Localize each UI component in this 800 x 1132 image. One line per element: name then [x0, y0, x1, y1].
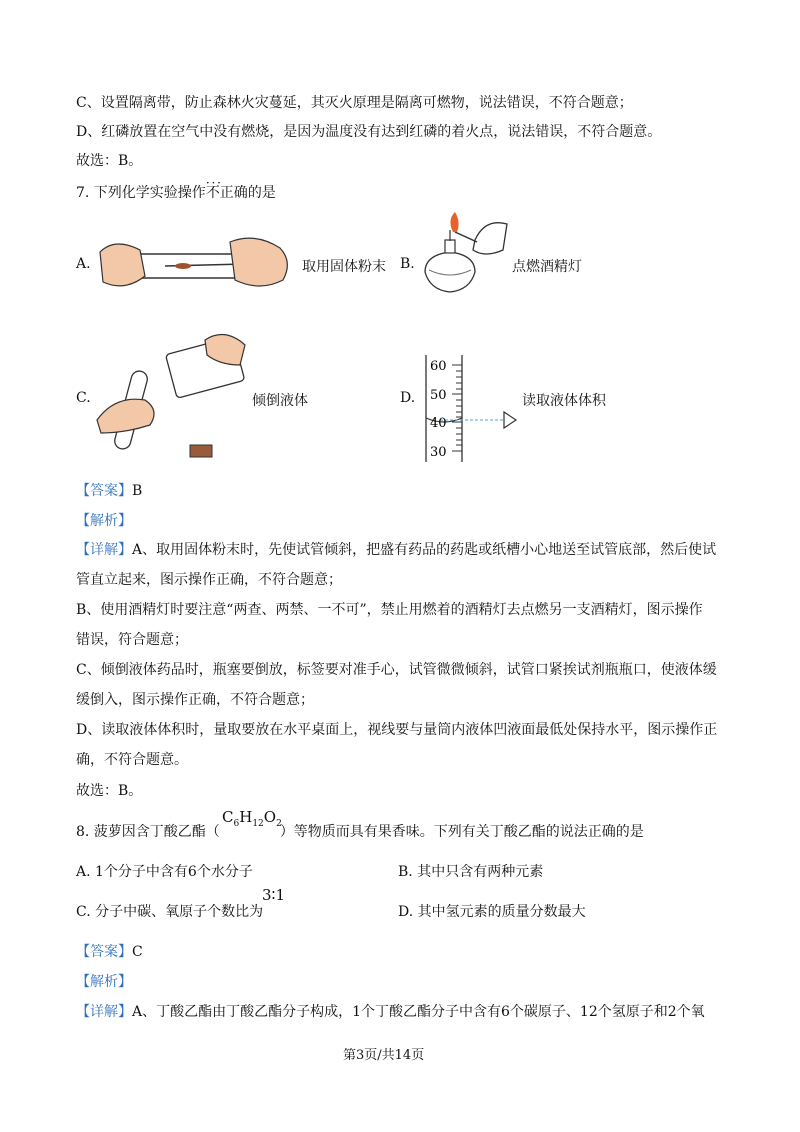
cylinder-tick-label: 30	[430, 445, 447, 460]
q7-detail-a1	[76, 540, 716, 560]
q8-detail-a	[76, 1002, 705, 1022]
q7-option-c-caption: 倾倒液体	[252, 393, 308, 409]
answer-tag: 【答案】	[76, 483, 132, 499]
q7-option-d-caption: 读取液体体积	[522, 393, 606, 409]
q7-detail-d1: D、读取液体体积时，量取要放在水平桌面上，视线要与量筒内液体凹液面最低处保持水平，图示操作正	[76, 722, 718, 738]
q7-detail-c1: C、倾倒液体药品时，瓶塞要倒放，标签要对准手心，试管微微倾斜，试管口紧挨试剂瓶瓶口，使液体缓	[76, 662, 717, 678]
formula-subscript: 2	[276, 819, 282, 829]
q8-answer	[76, 942, 143, 962]
question-8-stem	[76, 822, 644, 842]
q7-option-b-caption: 点燃酒精灯	[512, 259, 582, 275]
answer-tag: 【答案】	[76, 944, 132, 960]
q7-detail-a2: 管直立起来，图示操作正确，不符合题意；	[76, 572, 342, 588]
q7-detail-c2: 缓倒入，图示操作正确，不符合题意；	[76, 692, 314, 708]
detail-tag: 【详解】	[76, 542, 132, 558]
graduated-cylinder-figure	[418, 350, 523, 465]
option-d-text: D、红磷放置在空气中没有燃烧，是因为温度没有达到红磷的着火点，说法错误，不符合题意。	[76, 124, 662, 140]
detail-text: A、丁酸乙酯由丁酸乙酯分子构成，1个丁酸乙酯分子中含有6个碳原子、12个氢原子和2个氧	[132, 1004, 705, 1020]
question-7-emphasis: · · · 不正确	[206, 185, 248, 201]
q7-answer	[76, 481, 142, 501]
formula-element: H	[239, 808, 253, 826]
formula-element: O	[263, 808, 277, 826]
question-7-stem	[76, 183, 276, 203]
q7-detail-b1: B、使用酒精灯时要注意“两查、两禁、一不可”，禁止用燃着的酒精灯去点燃另一支酒精灯，图示操作	[76, 602, 703, 618]
formula-subscript: 6	[233, 819, 240, 829]
question-8-prefix: 8. 菠萝因含丁酸乙酯（	[76, 824, 220, 840]
q7-choose: 故选：B。	[76, 783, 143, 799]
q7-option-a-caption: 取用固体粉末	[302, 259, 386, 275]
answer-choice: 故选：B。	[76, 153, 143, 169]
page-footer: 第3页/共14页	[343, 1048, 425, 1063]
formula-element: C	[222, 808, 234, 826]
q7-detail-d2: 确，不符合题意。	[76, 752, 188, 768]
q7-option-b-label: B.	[400, 256, 415, 272]
cylinder-tick-label: 50	[430, 388, 447, 403]
question-7-prefix: 7. 下列化学实验操作	[76, 185, 206, 201]
powder-sampling-figure	[95, 232, 300, 297]
question-7-suffix: 的是	[247, 185, 276, 201]
pour-liquid-figure	[95, 325, 255, 465]
q7-option-a-label: A.	[76, 256, 91, 272]
answer-value: C	[132, 944, 143, 960]
q7-option-d-label: D.	[400, 390, 416, 406]
ratio-value: 3∶1	[262, 886, 285, 904]
answer-value: B	[132, 483, 143, 499]
q7-option-c-label: C.	[76, 390, 91, 406]
analysis-tag: 【解析】	[76, 513, 132, 529]
q8-option-d: D. 其中氢元素的质量分数最大	[398, 904, 586, 920]
detail-text: A、取用固体粉末时，先使试管倾斜，把盛有药品的药匙或纸槽小心地送至试管底部，然后使试	[132, 542, 717, 558]
question-8-suffix: ）等物质而具有果香味。下列有关丁酸乙酯的说法正确的是	[279, 824, 644, 840]
cylinder-tick-label: 40	[430, 416, 447, 431]
q8-option-a: A. 1个分子中含有6个水分子	[76, 864, 253, 880]
q8-option-b: B. 其中只含有两种元素	[398, 864, 544, 880]
alcohol-lamp-figure	[415, 210, 510, 300]
q8-option-c: C. 分子中碳、氧原子个数比为	[76, 904, 264, 920]
analysis-tag: 【解析】	[76, 974, 132, 990]
formula-subscript: 12	[252, 819, 264, 829]
detail-tag: 【详解】	[76, 1004, 132, 1020]
q7-detail-b2: 错误，符合题意；	[76, 632, 188, 648]
option-c-text: C、设置隔离带，防止森林火灾蔓延，其灭火原理是隔离可燃物，说法错误，不符合题意；	[76, 95, 633, 111]
cylinder-tick-label: 60	[430, 359, 447, 374]
chemical-formula	[222, 808, 282, 829]
